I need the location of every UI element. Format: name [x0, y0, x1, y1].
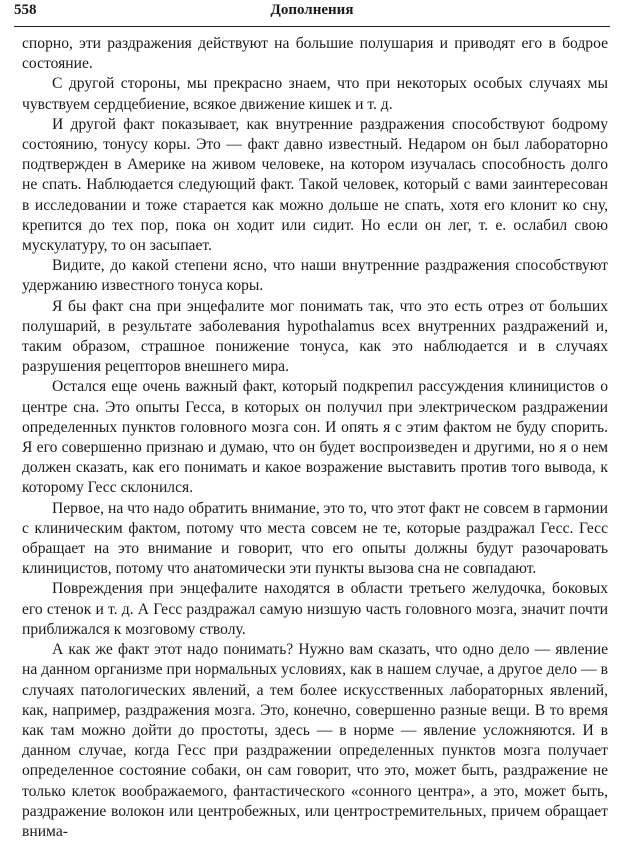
header-rule	[14, 26, 610, 27]
paragraph-6: Остался еще очень важный факт, который подкрепил рассуждения клиницистов о центре сна. Это опыты Гесса, в которых он получил при электрическом раздражении определенных пунктов головного мозга сон. И опять я с этим фактом не буду спорить. Я его совершенно признаю и думаю, что он будет воспроизведен и другими, но я о нем должен сказать, как его понимать и какое возражение выставить против того вывода, к которому Гесс склонился.	[22, 378, 608, 497]
page-number: 558	[14, 2, 37, 18]
paragraph-1: спорно, эти раздражения действуют на большие полушария и приводят его в бодрое состояние.	[22, 35, 608, 73]
body-text	[22, 34, 608, 842]
paragraph-7: Первое, на что надо обратить внимание, это то, что этот факт не совсем в гармонии с клиническим фактом, потому что места совсем не те, которые раздражал Гесс. Гесс обращает на это внимание и говорит, что его опыты должны будут разочаровать клиницистов, потому что анатомически эти пункты вызова сна не совпадают.	[22, 499, 608, 578]
paragraph-4: Видите, до какой степени ясно, что наши внутренние раздражения способствуют удержанию известного тонуса коры.	[22, 257, 608, 295]
paragraph-9: А как же факт этот надо понимать? Нужно вам сказать, что одно дело — явление на данном организме при нормальных условиях, как в нашем случае, а другое дело — в случаях патологических явлений, а тем более искусственных лабораторных явлений, как, например, раздражения мозга. Это, конечно, совершенно разные вещи. В то время как там можно дойти до простоты, здесь — в норме — явление усложняются. И в данном случае, когда Гесс при раздражении определенных пунктов мозга получает определенное состояние собаки, он сам говорит, что это, может быть, раздражение не только клеток воображаемого, фантастического «сонного центра», а это, может быть, раздражение волокон или центробежных, или центростремительных, причем обращает внима-	[22, 641, 608, 840]
paragraph-5: Я бы факт сна при энцефалите мог понимать так, что это есть отрез от больших полушарий, в результате заболевания hypothalamus всех внутренних раздражений и, таким образом, страшное понижение тонуса, как это наблюдается и в случаях разрушения рецепторов внешнего мира.	[22, 297, 608, 376]
paragraph-2: С другой стороны, мы прекрасно знаем, что при некоторых особых случаях мы чувствуем сердцебиение, всякое движение кишек и т. д.	[22, 75, 608, 113]
paragraph-3: И другой факт показывает, как внутренние раздражения способствуют бодрому состоянию, тонусу коры. Это — факт давно известный. Недаром он был лабораторно подтвержден в Америке на живом человеке, на котором изучалась способность долго не спать. Наблюдается следующий факт. Такой человек, который с вами заинтересован в исследовании и тоже старается как можно дольше не спать, хотя его клонит ко сну, крепится до тех пор, пока он ходит или сидит. Но если он лег, т. е. ослабил свою мускулатуру, то он засыпает.	[22, 115, 608, 255]
paragraph-8: Повреждения при энцефалите находятся в области третьего желудочка, боковых его стенок и т. д. А Гесс раздражал самую низшую часть головного мозга, значит почти приближался к мозговому стволу.	[22, 580, 608, 638]
page-header	[14, 2, 610, 24]
running-title: Дополнения	[270, 2, 354, 18]
